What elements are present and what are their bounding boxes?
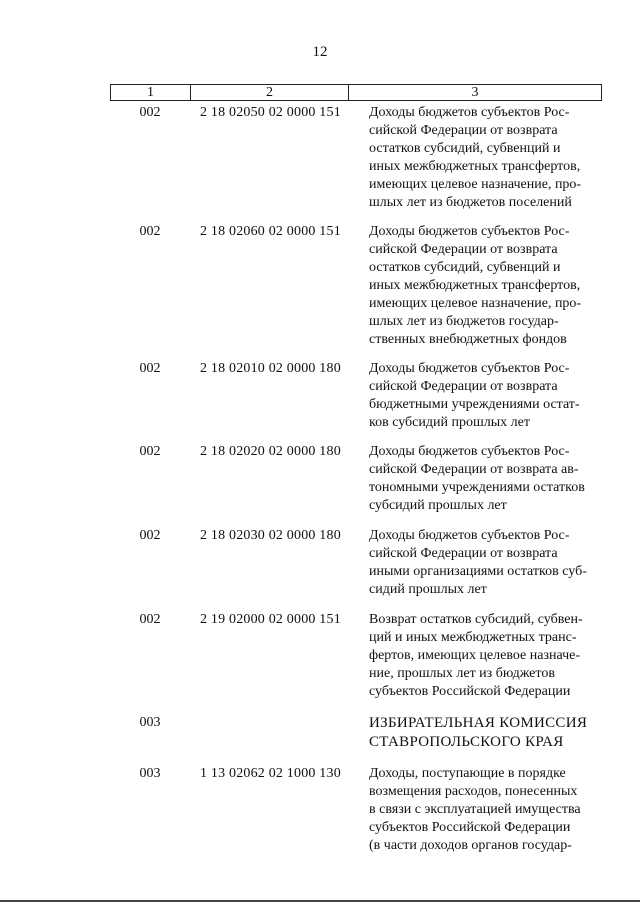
budget-code: 2 18 02030 02 0000 180 [200, 528, 341, 543]
admin-code: 002 [139, 528, 161, 543]
budget-code: 2 18 02010 02 0000 180 [200, 361, 341, 376]
income-description: Доходы бюджетов субъектов Рос- сийской Федерации от возврата бюджетными учреждениями остат- ков субсидий прошлых лет [369, 361, 580, 430]
page-bottom-rule [0, 900, 640, 902]
budget-code: 2 18 02020 02 0000 180 [200, 444, 341, 459]
budget-code: 1 13 02062 02 1000 130 [200, 766, 341, 781]
header-col-3: 3 [471, 85, 479, 100]
budget-code: 2 19 02000 02 0000 151 [200, 612, 341, 627]
admin-code: 003 [139, 715, 161, 730]
admin-code: 002 [139, 224, 161, 239]
income-description: Доходы бюджетов субъектов Рос- сийской Федерации от возврата иными организациями остатков суб- сидий прошлых лет [369, 528, 587, 597]
section-heading: ИЗБИРАТЕЛЬНАЯ КОМИССИЯ СТАВРОПОЛЬСКОГО КРАЯ [369, 715, 588, 750]
admin-code: 002 [139, 105, 161, 120]
income-description: Доходы бюджетов субъектов Рос- сийской Федерации от возврата остатков субсидий, субвенций и иных межбюджетных трансфертов, имеющих целевое назначение, про- шлых лет из бюджетов государ- ственных внебюджетных фондов [369, 224, 582, 347]
income-description: Возврат остатков субсидий, субвен- ций и иных межбюджетных транс- фертов, имеющих целевое назначе- ние, прошлых лет из бюджетов субъектов Российской Федерации [369, 612, 583, 699]
budget-code: 2 18 02050 02 0000 151 [200, 105, 341, 120]
page-number: 12 [312, 44, 328, 60]
income-description: Доходы бюджетов субъектов Рос- сийской Федерации от возврата ав- тономными учреждениями остатков субсидий прошлых лет [369, 444, 585, 513]
budget-code: 2 18 02060 02 0000 151 [200, 224, 341, 239]
income-description: Доходы, поступающие в порядке возмещения расходов, понесенных в связи с эксплуатацией имущества субъектов Российской Федерации (в части доходов органов государ- [369, 766, 581, 853]
table-header [110, 84, 602, 101]
income-description: Доходы бюджетов субъектов Рос- сийской Федерации от возврата остатков субсидий, субвенций и иных межбюджетных трансфертов, имеющих целевое назначение, про- шлых лет из бюджетов поселений [369, 105, 582, 210]
admin-code: 002 [139, 612, 161, 627]
admin-code: 002 [139, 361, 161, 376]
admin-code: 002 [139, 444, 161, 459]
admin-code: 003 [139, 766, 161, 781]
header-col-1: 1 [111, 85, 191, 100]
header-col-2: 2 [191, 85, 349, 100]
